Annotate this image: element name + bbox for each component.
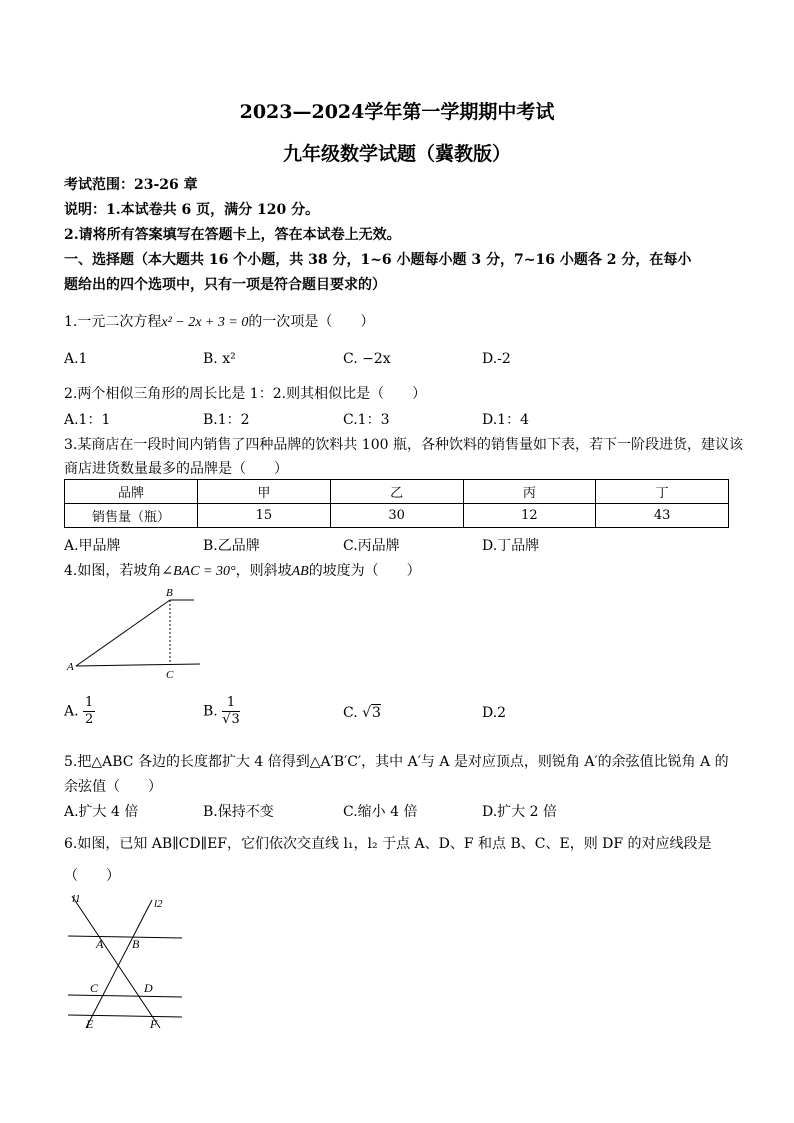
question-1-stem: [64, 311, 374, 331]
q4-angle: ∠BAC = 30°: [161, 564, 236, 579]
section-heading-line-2: 题给出的四个选项中，只有一项是符合题目要求的）: [64, 277, 386, 293]
table-header-row: [65, 480, 729, 504]
q5-option-d: D.扩大 2 倍: [482, 804, 557, 820]
fraction-one-over-root-three: $\frac{1}{√3}$: [222, 695, 240, 727]
q4-suffix: 的坡度为（ ）: [308, 563, 421, 579]
question-6-stem-line-2: （ ）: [64, 868, 120, 884]
table-cell: 43: [596, 504, 729, 528]
label-d: D: [144, 981, 153, 995]
q4-option-c: C. √3: [343, 705, 381, 721]
fraction-one-half: $\frac{1}{2}$: [85, 695, 94, 727]
q1-option-a: A.1: [64, 351, 88, 367]
table-header-cell: 丁: [596, 480, 729, 504]
exam-title: 2023—2024学年第一学期期中考试: [239, 101, 555, 123]
q2-option-c: C.1：3: [343, 412, 390, 428]
q3-option-c: C.丙品牌: [343, 538, 400, 554]
question-5-stem-line-2: 余弦值（ ）: [64, 779, 162, 795]
table-header-cell: 甲: [198, 480, 331, 504]
q2-option-a: A.1：1: [64, 412, 111, 428]
label-f: F: [150, 1017, 158, 1030]
parallel-lines-figure: [60, 890, 192, 1030]
q3-option-b: B.乙品牌: [203, 538, 260, 554]
table-row: [65, 504, 729, 528]
q4-option-b: B. $\frac{1}{√3}$: [203, 695, 240, 727]
exam-scope: 考试范围：23-26 章: [64, 177, 198, 193]
label-l2: l2: [154, 898, 163, 910]
table-cell: 30: [330, 504, 463, 528]
table-header-cell: 丙: [463, 480, 596, 504]
q1-suffix: 的一次项是（ ）: [248, 314, 375, 330]
exam-subtitle: 九年级数学试题（冀教版）: [282, 143, 511, 165]
table-cell: 12: [463, 504, 596, 528]
slope-figure: [64, 584, 204, 684]
question-4-stem: [64, 560, 421, 580]
table-header-cell: 品牌: [65, 480, 198, 504]
q5-option-b: B.保持不变: [203, 804, 274, 820]
question-3-stem-line-2: 商店进货数量最多的品牌是（ ）: [64, 461, 288, 477]
question-5-stem-line-1: 5.把△ABC 各边的长度都扩大 4 倍得到△A′B′C′，其中 A′与 A 是对应顶点，则锐角 A′的余弦值比锐角 A 的: [64, 754, 729, 770]
q4-option-a: A. $\frac{1}{2}$: [64, 695, 94, 727]
q5-option-a: A.扩大 4 倍: [64, 804, 139, 820]
q4-mid: ，则斜坡: [235, 563, 292, 579]
label-c: C: [90, 981, 99, 995]
q4-segment: AB: [291, 564, 309, 579]
table-cell: 销售量（瓶）: [65, 504, 198, 528]
label-c: C: [166, 669, 174, 681]
label-a: A: [96, 937, 104, 951]
q1-option-d: D.-2: [482, 351, 511, 367]
exam-note-2: 2.请将所有答案填写在答题卡上，答在本试卷上无效。: [64, 227, 401, 243]
table-cell: 15: [198, 504, 331, 528]
q3-option-a: A.甲品牌: [64, 538, 121, 554]
q1-option-c: C. −2x: [343, 351, 391, 367]
section-heading-line-1: 一、选择题（本大题共 16 个小题，共 38 分，1~6 小题每小题 3 分，7~16 小题各 2 分，在每小: [64, 252, 692, 268]
q1-option-b: B. x²: [203, 351, 236, 367]
q2-option-b: B.1：2: [203, 412, 250, 428]
exam-note-1: 说明：1.本试卷共 6 页，满分 120 分。: [64, 202, 320, 218]
question-2-stem: 2.两个相似三角形的周长比是 1：2.则其相似比是（ ）: [64, 386, 427, 402]
q1-prefix: 1.一元二次方程: [64, 314, 162, 330]
q2-option-d: D.1：4: [482, 412, 529, 428]
question-3-stem-line-1: 3.某商店在一段时间内销售了四种品牌的饮料共 100 瓶，各种饮料的销售量如下表，若下一阶段进货，建议该: [64, 437, 743, 453]
sales-table: [64, 479, 729, 528]
q4-option-d: D.2: [482, 705, 507, 721]
label-b: B: [166, 587, 173, 599]
question-6-stem-line-1: 6.如图，已知 AB∥CD∥EF，它们依次交直线 l₁，l₂ 于点 A、D、F 和点 B、C、E，则 DF 的对应线段是: [64, 836, 712, 852]
q1-equation: x² − 2x + 3 = 0: [161, 315, 249, 330]
label-l1: l1: [72, 893, 81, 905]
q4-prefix: 4.如图，若坡角: [64, 563, 162, 579]
table-header-cell: 乙: [330, 480, 463, 504]
label-a: A: [67, 661, 74, 673]
q5-option-c: C.缩小 4 倍: [343, 804, 418, 820]
label-e: E: [86, 1017, 94, 1030]
label-b: B: [132, 937, 140, 951]
q3-option-d: D.丁品牌: [482, 538, 540, 554]
